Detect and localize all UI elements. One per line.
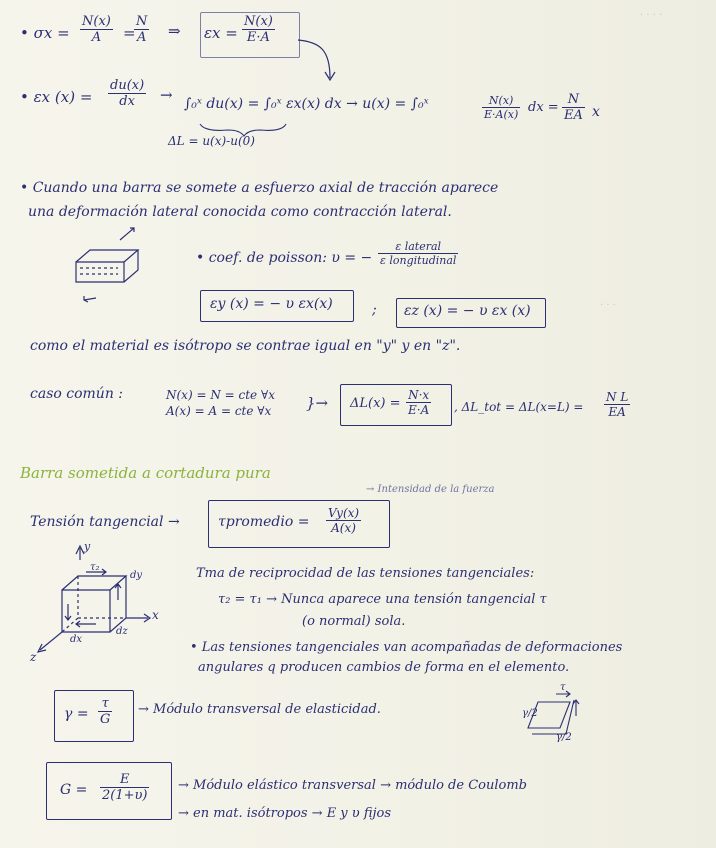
recip-rule: τ₂ = τ₁ → Nunca aparece una tensión tangencial τ: [218, 592, 547, 607]
sigma-frac-1: $\frac{N(x)}{A}$: [82, 14, 111, 45]
gamma-text: → Módulo transversal de elasticidad.: [138, 702, 381, 717]
dx-equals: dx =: [528, 100, 559, 115]
g-lhs: G =: [60, 782, 88, 798]
axis-z-label: z: [30, 650, 37, 664]
tau-frac: $\frac{Vy(x)}{A(x)}$: [328, 506, 360, 535]
delta-l-def: ΔL = u(x)-u(0): [168, 134, 255, 148]
dy-label: dy: [130, 570, 143, 581]
delta-l-frac: $\frac{N\cdot x}{E\cdot A}$: [408, 388, 430, 417]
strain-lhs: εx =: [204, 24, 238, 42]
paragraph-line: • Cuando una barra se somete a esfuerzo axial de tracción aparece: [20, 180, 499, 196]
isotropic-line: como el material es isótropo se contrae igual en "y" y en "z".: [30, 338, 461, 354]
tau2-label: τ₂: [90, 562, 100, 573]
eps-z-eq: εz (x) = − υ εx (x): [404, 303, 531, 319]
recip-title: Tma de reciprocidad de las tensiones tangenciales:: [196, 566, 535, 581]
g-frac: $\frac{E}{2(1+\upsilon)}$: [102, 772, 148, 803]
implies-arrow: ⇒: [168, 22, 181, 40]
angular-line: • Las tensiones tangenciales van acompañadas de deformaciones: [190, 640, 623, 655]
sigma-frac-2: $\frac{N}{A}$: [136, 14, 148, 45]
axis-x-label: x: [152, 608, 159, 622]
integral-chain: ∫₀ˣ du(x) = ∫₀ˣ εx(x) dx → u(x) = ∫₀ˣ: [184, 96, 429, 112]
g-text: → Módulo elástico transversal → módulo de Coulomb: [178, 778, 527, 793]
poisson-frac: ε lateral ε longitudinal: [380, 240, 457, 267]
caso-label: caso común :: [30, 386, 123, 402]
tau-lhs: τpromedio =: [218, 514, 310, 530]
g-text-isotropic: → en mat. isótropos → E y υ fijos: [178, 806, 392, 821]
result-frac: $\frac{N}{EA}$: [564, 92, 583, 123]
x-var: x: [592, 104, 600, 120]
gamma-frac: $\frac{\tau}{G}$: [100, 696, 111, 727]
delta-l-total: , ΔL_tot = ΔL(x=L) =: [454, 400, 584, 414]
sq-gamma-2: γ/2: [556, 732, 572, 743]
poisson-label: • coef. de poisson: υ = −: [196, 250, 373, 266]
recip-rule-cont: (o normal) sola.: [302, 614, 406, 629]
caso-a: A(x) = A = cte ∀x: [166, 404, 272, 418]
shear-note: → Intensidad de la fuerza: [366, 484, 495, 495]
dx-label: dx: [70, 634, 83, 645]
dz-label: dz: [116, 626, 128, 637]
bleed-through-mark: · · ·: [600, 300, 616, 311]
integral-frac: $\frac{N(x)}{E\cdot A(x)}$: [484, 94, 519, 121]
equals: =: [123, 24, 136, 42]
caso-arrow: }→: [306, 394, 329, 412]
bleed-through-mark: · · · ·: [640, 10, 663, 21]
shear-heading: Barra sometida a cortadura pura: [20, 464, 271, 482]
separator: ;: [372, 302, 377, 318]
tension-label: Tensión tangencial →: [30, 514, 180, 530]
strain-def: • εx (x) =: [20, 88, 93, 106]
strain-frac: $\frac{N(x)}{E\cdot A}$: [244, 14, 273, 45]
caso-n: N(x) = N = cte ∀x: [166, 388, 275, 402]
sq-tau: τ: [560, 682, 566, 693]
sigma-def: • σx =: [20, 24, 70, 42]
eps-y-eq: εy (x) = − υ εx(x): [210, 296, 333, 312]
delta-l-total-frac: $\frac{\text{N L}}{EA}$: [606, 390, 629, 419]
angular-line: angulares q producen cambios de forma en el elemento.: [198, 660, 570, 675]
strain-derivative: $\frac{du(x)}{dx}$: [110, 78, 145, 109]
arrow: →: [160, 86, 173, 104]
paragraph-line: una deformación lateral conocida como contracción lateral.: [28, 204, 452, 220]
axis-y-label: y: [84, 540, 91, 553]
delta-l-lhs: ΔL(x) =: [350, 396, 401, 411]
gamma-lhs: γ =: [64, 706, 89, 722]
sq-gamma-1: γ/2: [522, 708, 538, 719]
